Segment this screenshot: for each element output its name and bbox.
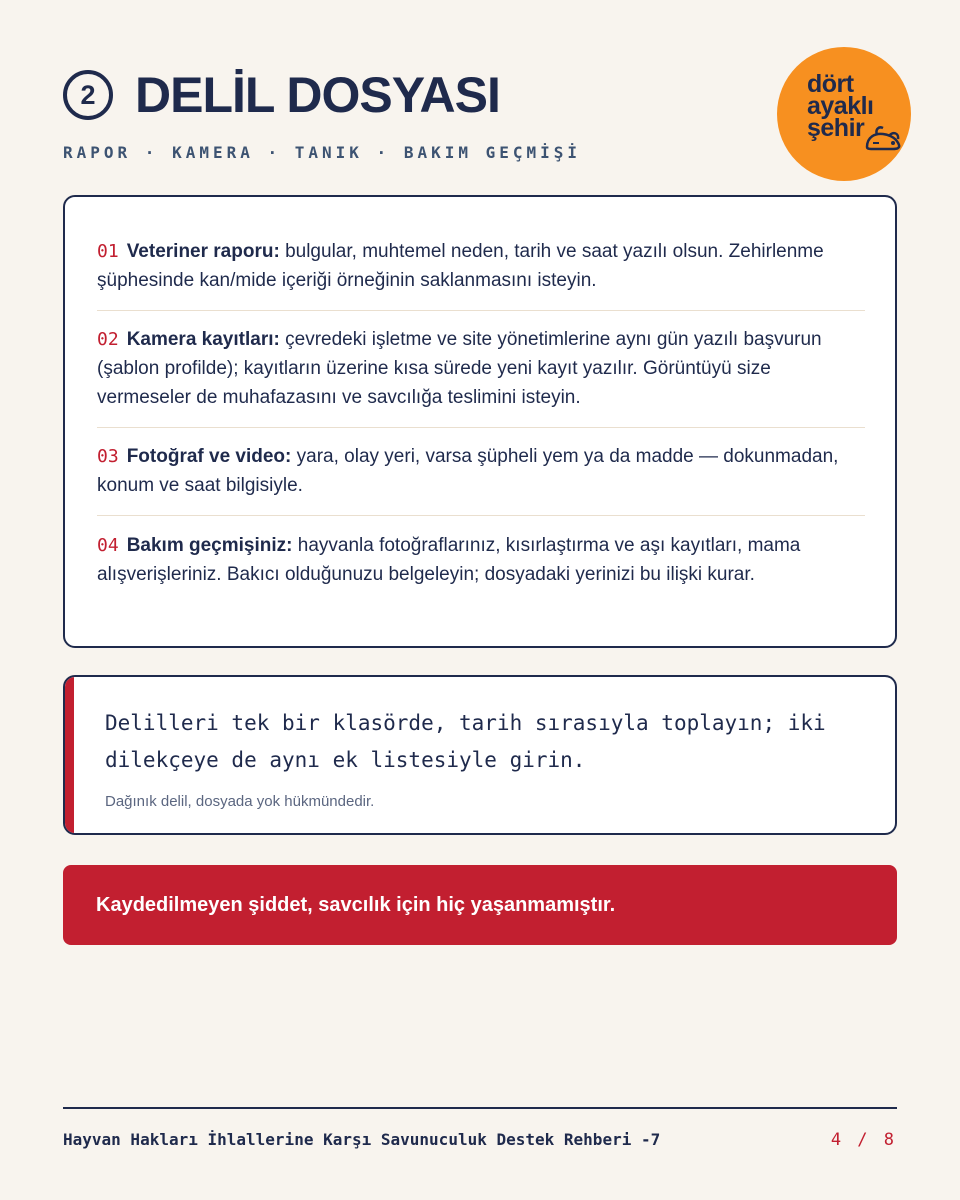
logo-line-3: şehir <box>807 114 865 142</box>
page-title: DELİL DOSYASI <box>135 67 500 123</box>
evidence-item-vet-report <box>97 237 867 295</box>
logo-line-2: ayaklı <box>807 92 874 120</box>
sleeping-dog-icon <box>863 121 905 153</box>
page-header <box>63 66 500 124</box>
brand-logo <box>777 47 911 181</box>
item-label: Kamera kayıtları: <box>126 329 280 350</box>
item-label: Bakım geçmişiniz: <box>126 535 293 556</box>
page-indicator: 4 / 8 <box>830 1130 897 1150</box>
tip-main-text: Delilleri tek bir klasörde, tarih sırasıyla toplayın; iki dilekçeye de aynı ek listesiyle girin. <box>105 711 826 772</box>
evidence-list-card <box>63 195 897 648</box>
tip-callout <box>63 675 897 835</box>
item-text: hayvanla fotoğraflarınız, kısırlaştırma ve aşı kayıtları, mama alışverişleriniz. Bakıcı olduğunuzu belgeleyin; dosyadaki yerinizi bu ilişki kurar. <box>97 535 801 585</box>
warning-banner: Kaydedilmeyen şiddet, savcılık için hiç yaşanmamıştır. <box>63 865 897 945</box>
evidence-item-camera-records <box>97 325 867 412</box>
logo-line-1: dört <box>807 70 854 98</box>
item-number: 02 <box>97 329 119 350</box>
tip-sub-text: Dağınık delil, dosyada yok hükmündedir. <box>105 793 375 810</box>
item-text: çevredeki işletme ve site yönetimlerine aynı gün yazılı başvurun (şablon profilde); kayıtların üzerine kısa sürede yeni kayıt yazılır. Görüntüyü size vermeseler de muhafazasını ve savcılığa teslimini isteyin. <box>97 329 822 408</box>
item-number: 01 <box>97 241 119 262</box>
item-divider <box>97 310 865 311</box>
item-text: bulgular, muhtemel neden, tarih ve saat yazılı olsun. Zehirlenme şüphesinde kan/mide içeriği örneğinin saklanmasını isteyin. <box>97 241 824 291</box>
evidence-item-care-history <box>97 531 867 589</box>
item-divider <box>97 515 865 516</box>
footer-divider <box>63 1107 897 1109</box>
item-divider <box>97 427 865 428</box>
item-number: 04 <box>97 535 119 556</box>
evidence-item-photo-video <box>97 442 867 500</box>
footer-guide-title: Hayvan Hakları İhlallerine Karşı Savunuculuk Destek Rehberi -7 <box>63 1130 661 1149</box>
step-number-badge: 2 <box>63 70 113 120</box>
item-number: 03 <box>97 446 119 467</box>
section-tags: RAPOR · KAMERA · TANIK · BAKIM GEÇMİŞİ <box>63 143 582 162</box>
item-label: Veteriner raporu: <box>126 241 280 262</box>
item-label: Fotoğraf ve video: <box>126 446 292 467</box>
callout-accent-bar <box>65 677 74 833</box>
item-text: yara, olay yeri, varsa şüpheli yem ya da madde — dokunmadan, konum ve saat bilgisiyle. <box>97 446 839 496</box>
